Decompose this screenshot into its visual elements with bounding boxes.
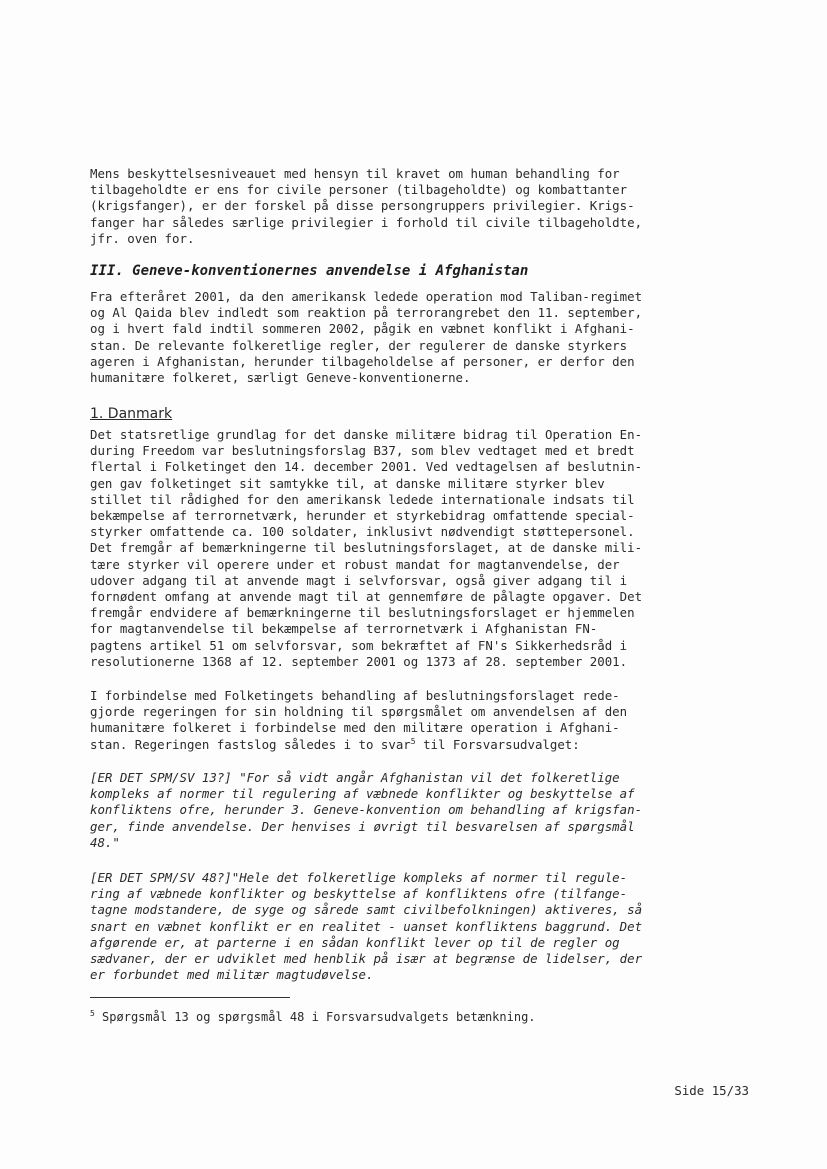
danmark-line: resolutionerne 1368 af 12. september 2001 og 1373 af 28. september 2001. xyxy=(90,653,628,669)
section-line: stan. De relevante folkeretlige regler, der regulerer de danske styrkers xyxy=(90,337,628,353)
danmark-line: fornødent omfang at anvende magt til at gennemføre de pålagte opgaver. Det xyxy=(90,589,643,605)
paragraph-danmark xyxy=(90,427,750,670)
forbindelse-line-tail: til Forsvarsudvalget: xyxy=(415,736,580,752)
intro-line: (krigsfanger), er der forskel på disse persongruppers privilegier. Krigs- xyxy=(90,198,635,214)
forbindelse-line-text: stan. Regeringen fastslog således i to svar xyxy=(90,736,411,752)
danmark-line: Det fremgår af bemærkningerne til beslutningsforslaget, at de danske mili- xyxy=(90,540,643,556)
danmark-line: bekæmpelse af terrornetværk, herunder et styrkebidrag omfattende special- xyxy=(90,508,635,524)
quote13-line: kompleks af normer til regulering af væbnede konflikter og beskyttelse af xyxy=(90,786,635,802)
quote48-line: sædvaner, der er udviklet med henblik på især at begrænse de lidelser, der xyxy=(90,951,643,967)
forbindelse-line: I forbindelse med Folketingets behandling af beslutningsforslaget rede- xyxy=(90,688,620,703)
danmark-line: fremgår endvidere af bemærkningerne til beslutningsforslaget er hjemmelen xyxy=(90,605,635,621)
footnote-number: 5 xyxy=(90,1009,95,1018)
quote13-line: [ER DET SPM/SV 13?] "For så vidt angår Afghanistan vil det folkeretlige xyxy=(90,770,620,785)
section-line: ageren i Afghanistan, herunder tilbageholdelse af personer, er derfor den xyxy=(90,353,635,369)
intro-line: fanger har således særlige privilegier i forhold til civile tilbageholdte, xyxy=(90,214,643,230)
intro-line: jfr. oven for. xyxy=(90,230,195,246)
footnote-divider xyxy=(90,997,290,998)
section-line: og Al Qaida blev indledt som reaktion på terrorangrebet den 11. september, xyxy=(90,305,643,321)
danmark-line: during Freedom var beslutningsforslag B37, som blev vedtaget med et bredt xyxy=(90,443,635,459)
quote13-line: 48." xyxy=(90,834,120,850)
paragraph-section xyxy=(90,289,750,386)
section-line: og i hvert fald indtil sommeren 2002, pågik en væbnet konflikt i Afghani- xyxy=(90,321,635,337)
danmark-line: Det statsretlige grundlag for det danske militære bidrag til Operation En- xyxy=(90,427,643,442)
quote48-line: er forbundet med militær magtudøvelse. xyxy=(90,967,374,983)
forbindelse-line: humanitære folkeret i forbindelse med den militære operation i Afghani- xyxy=(90,720,620,736)
paragraph-forbindelse xyxy=(90,688,750,753)
footnote xyxy=(90,1010,536,1024)
danmark-line: gen gav folketinget sit samtykke til, at danske militære styrker blev xyxy=(90,475,605,491)
quote13-line: ger, finde anvendelse. Der henvises i øvrigt til besvarelsen af spørgsmål xyxy=(90,818,635,834)
intro-line: Mens beskyttelsesniveauet med hensyn til kravet om human behandling for xyxy=(90,166,620,181)
section-heading: III. Geneve-konventionernes anvendelse i Afghanistan xyxy=(90,263,529,279)
quote-48 xyxy=(90,870,750,983)
quote48-line: snart en væbnet konflikt er en realitet - uanset konfliktens baggrund. Det xyxy=(90,918,643,934)
footnote-text: Spørgsmål 13 og spørgsmål 48 i Forsvarsudvalgets betænkning. xyxy=(94,1010,536,1024)
paragraph-intro xyxy=(90,166,750,247)
footnote-reference: 5 xyxy=(410,736,416,746)
quote48-line: tagne modstandere, de syge og sårede samt civilbefolkningen) aktiveres, så xyxy=(90,902,643,918)
danmark-line: pagtens artikel 51 om selvforsvar, som bekræftet af FN's Sikkerhedsråd i xyxy=(90,637,628,653)
section-line: Fra efteråret 2001, da den amerikansk ledede operation mod Taliban-regimet xyxy=(90,289,643,304)
quote48-line: [ER DET SPM/SV 48?]"Hele det folkeretlige kompleks af normer til regule- xyxy=(90,870,628,885)
danmark-line: udover adgang til at anvende magt i selvforsvar, også giver adgang til i xyxy=(90,572,628,588)
quote48-line: ring af væbnede konflikter og beskyttelse af konfliktens ofre (tilfange- xyxy=(90,886,628,902)
subheading-danmark: 1. Danmark xyxy=(90,406,173,422)
quote-13 xyxy=(90,770,750,851)
section-line: humanitære folkeret, særligt Geneve-konventionerne. xyxy=(90,370,471,386)
danmark-line: stillet til rådighed for den amerikansk ledede internationale indsats til xyxy=(90,491,635,507)
danmark-line: flertal i Folketinget den 14. december 2001. Ved vedtagelsen af beslutnin- xyxy=(90,459,643,475)
forbindelse-line xyxy=(90,737,750,753)
danmark-line: tære styrker vil operere under et robust mandat for magtanvendelse, der xyxy=(90,556,620,572)
danmark-line: for magtanvendelse til bekæmpelse af terrornetværk i Afghanistan FN- xyxy=(90,621,598,637)
quote48-line: afgørende er, at parterne i en sådan konflikt lever op til de regler og xyxy=(90,934,620,950)
intro-line: tilbageholdte er ens for civile personer (tilbageholdte) og kombattanter xyxy=(90,182,628,198)
danmark-line: styrker omfattende ca. 100 soldater, inklusivt nødvendigt støttepersonel. xyxy=(90,524,635,540)
forbindelse-line: gjorde regeringen for sin holdning til spørgsmålet om anvendelsen af den xyxy=(90,704,628,720)
quote13-line: konfliktens ofre, herunder 3. Geneve-konvention om behandling af krigsfan- xyxy=(90,802,643,818)
page-number: Side 15/33 xyxy=(674,1083,749,1098)
